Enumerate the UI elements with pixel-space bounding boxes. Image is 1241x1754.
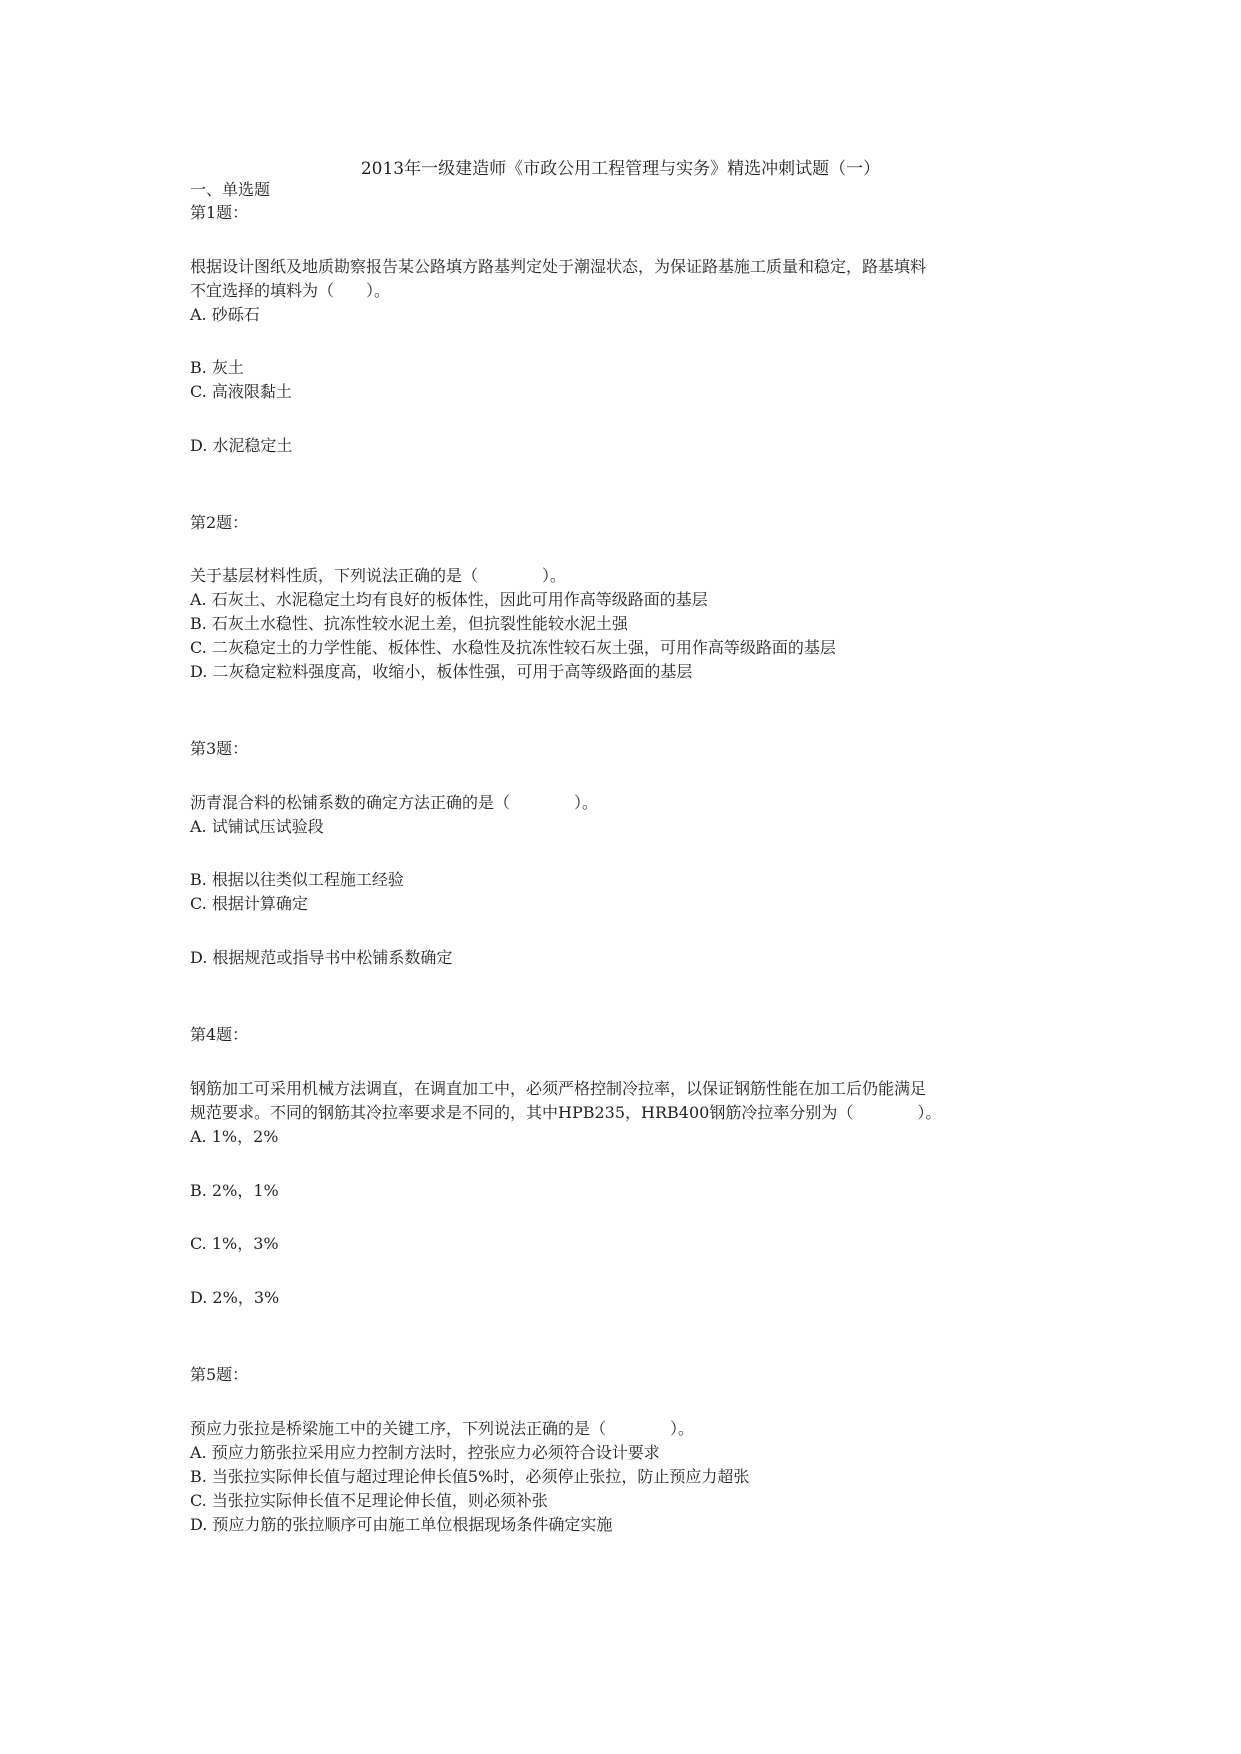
document-title: 2013年一级建造师《市政公用工程管理与实务》精选冲刺试题（一）: [360, 159, 881, 179]
question-2-label: 第2题：: [190, 513, 249, 532]
question-4-stem-line-2: 规范要求。不同的钢筋其冷拉率要求是不同的，其中HPB235，HRB400钢筋冷拉率分别为（ ）。: [190, 1103, 942, 1122]
question-2-option-d: D. 二灰稳定粒料强度高，收缩小，板体性强，可用于高等级路面的基层: [190, 662, 693, 681]
question-4-option-a: A. 1%，2%: [190, 1127, 279, 1146]
section-heading: 一、单选题: [190, 180, 271, 199]
question-4-option-c: C. 1%，3%: [190, 1234, 279, 1253]
question-1-label: 第1题：: [190, 203, 249, 222]
question-4-stem-line-1: 钢筋加工可采用机械方法调直，在调直加工中，必须严格控制冷拉率，以保证钢筋性能在加工后仍能满足: [190, 1079, 927, 1098]
question-4-option-d: D. 2%，3%: [190, 1288, 280, 1307]
question-5-label: 第5题：: [190, 1365, 249, 1384]
question-4-label: 第4题：: [190, 1025, 249, 1044]
question-2-option-a: A. 石灰土、水泥稳定土均有良好的板体性，因此可用作高等级路面的基层: [190, 590, 708, 609]
question-5-stem-line-1: 预应力张拉是桥梁施工中的关键工序，下列说法正确的是（ ）。: [190, 1419, 695, 1438]
question-1-option-c: C. 高液限黏土: [190, 382, 292, 401]
question-2-option-b: B. 石灰土水稳性、抗冻性较水泥土差，但抗裂性能较水泥土强: [190, 614, 628, 633]
question-4-option-b: B. 2%，1%: [190, 1181, 279, 1200]
question-2-stem-line-1: 关于基层材料性质，下列说法正确的是（ ）。: [190, 566, 567, 585]
question-5-option-a: A. 预应力筋张拉采用应力控制方法时，控张应力必须符合设计要求: [190, 1443, 660, 1462]
question-1-option-d: D. 水泥稳定土: [190, 436, 293, 455]
question-3-option-c: C. 根据计算确定: [190, 894, 308, 913]
question-1-stem-line-1: 根据设计图纸及地质勘察报告某公路填方路基判定处于潮湿状态，为保证路基施工质量和稳定，路基填料: [190, 257, 927, 276]
question-1-stem-line-2: 不宜选择的填料为（ ）。: [190, 281, 391, 300]
question-5-option-d: D. 预应力筋的张拉顺序可由施工单位根据现场条件确定实施: [190, 1515, 613, 1534]
question-3-option-d: D. 根据规范或指导书中松铺系数确定: [190, 948, 453, 967]
question-3-stem-line-1: 沥青混合料的松铺系数的确定方法正确的是（ ）。: [190, 793, 599, 812]
question-3-option-b: B. 根据以往类似工程施工经验: [190, 870, 404, 889]
question-1-option-b: B. 灰土: [190, 358, 244, 377]
question-5-option-b: B. 当张拉实际伸长值与超过理论伸长值5%时，必须停止张拉，防止预应力超张: [190, 1467, 750, 1486]
question-3-label: 第3题：: [190, 739, 249, 758]
question-2-option-c: C. 二灰稳定土的力学性能、板体性、水稳性及抗冻性较石灰土强，可用作高等级路面的基层: [190, 638, 836, 657]
question-3-option-a: A. 试铺试压试验段: [190, 817, 324, 836]
question-5-option-c: C. 当张拉实际伸长值不足理论伸长值，则必须补张: [190, 1491, 548, 1510]
question-1-option-a: A. 砂砾石: [190, 305, 260, 324]
